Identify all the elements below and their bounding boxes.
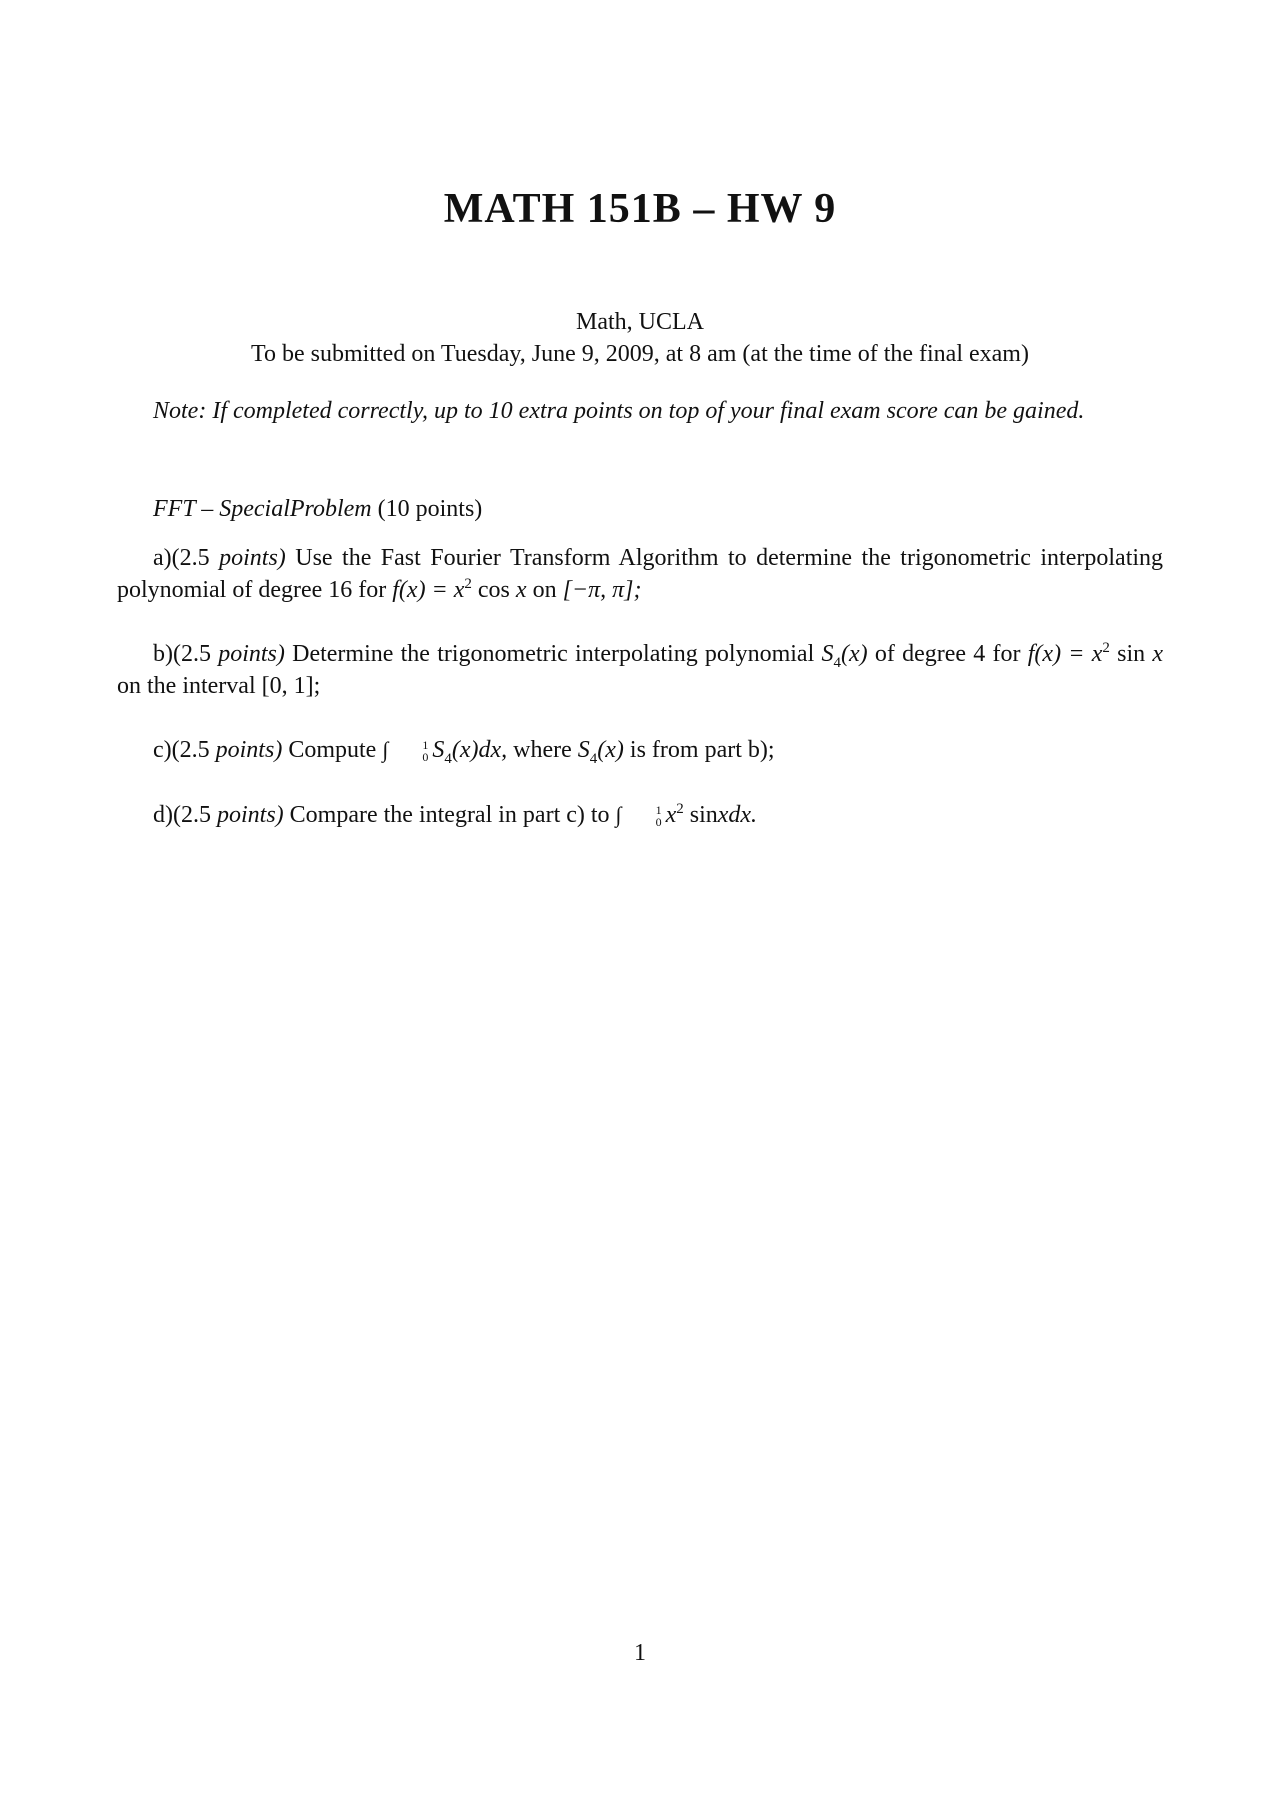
part-d-integral-sign: ∫ (615, 802, 622, 827)
submission-info: To be submitted on Tuesday, June 9, 2009, at 8 am (at the time of the final exam) (251, 341, 1029, 367)
header-affiliation-block (0, 306, 1280, 370)
problem-points: (10 points) (377, 496, 483, 522)
problem-heading (117, 493, 1163, 525)
part-b (117, 638, 1163, 702)
part-a-function: f(x) = x (392, 577, 465, 603)
affiliation: Math, UCLA (576, 309, 704, 335)
part-a-var: x (515, 577, 527, 603)
part-c-from: is from part b); (629, 737, 775, 763)
part-c-S: S (432, 737, 445, 763)
problem-name: FFT – SpecialProblem (153, 496, 372, 522)
part-c-Sxdx: (x)dx, (451, 737, 508, 763)
part-c-points: points) (215, 737, 283, 763)
part-c-S2: S (577, 737, 590, 763)
part-c-sub2: 4 (589, 750, 598, 767)
page-title: MATH 151B – HW 9 (443, 186, 837, 232)
part-c-Sx: (x) (597, 737, 624, 763)
part-c-label: c)(2.5 (153, 737, 210, 763)
part-d-exponent: 2 (676, 801, 684, 817)
part-d-upper: 1 (655, 803, 662, 818)
part-b-degree: of degree 4 for (874, 641, 1021, 667)
part-a-exponent: 2 (464, 576, 472, 592)
page-number: 1 (634, 1640, 646, 1666)
part-c-limits (386, 739, 428, 763)
note-paragraph: Note: If completed correctly, up to 10 extra points on top of your final exam score can be gained. (153, 398, 1085, 424)
part-d-xdx: xdx. (717, 802, 758, 828)
part-b-interval: on the interval [0, 1]; (117, 673, 321, 699)
part-d-sin: sin (689, 802, 718, 828)
part-b-text: Determine the trigonometric interpolating polynomial (292, 641, 815, 667)
part-b-sin: sin (1117, 641, 1146, 667)
part-c-lower: 0 (422, 750, 429, 765)
part-c-integral-sign: ∫ (382, 737, 389, 762)
part-c (117, 734, 1163, 766)
part-b-points: points) (218, 641, 285, 667)
part-c-upper: 1 (422, 738, 429, 753)
part-b-function: f(x) = x (1027, 641, 1103, 667)
part-b-sub: 4 (833, 654, 841, 671)
part-d-x: x (665, 802, 677, 828)
part-b-var: x (1152, 641, 1164, 667)
part-a-points: points) (219, 545, 286, 571)
part-d-lower: 0 (655, 815, 662, 830)
part-b-label: b)(2.5 (153, 641, 211, 667)
part-a (117, 542, 1163, 606)
part-a-on: on (532, 577, 557, 603)
part-d-limits (620, 804, 662, 828)
part-a-cos: cos (477, 577, 510, 603)
part-d-points: points) (216, 802, 284, 828)
part-b-Sx: (x) (841, 641, 868, 667)
part-d-label: d)(2.5 (153, 802, 211, 828)
part-b-S: S (821, 641, 834, 667)
part-d (117, 799, 1163, 831)
part-c-sub: 4 (444, 750, 452, 767)
part-b-exponent: 2 (1102, 640, 1110, 656)
part-c-where: where (513, 737, 572, 763)
part-a-label: a)(2.5 (153, 545, 210, 571)
part-c-text: Compute (288, 737, 377, 763)
part-d-text: Compare the integral in part c) to (289, 802, 610, 828)
part-a-text: Use the Fast Fourier Transform Algorithm to determine the trigonometric interpolating polynomial of degree 16 for (117, 545, 1164, 603)
part-a-interval: [−π, π]; (562, 577, 642, 603)
